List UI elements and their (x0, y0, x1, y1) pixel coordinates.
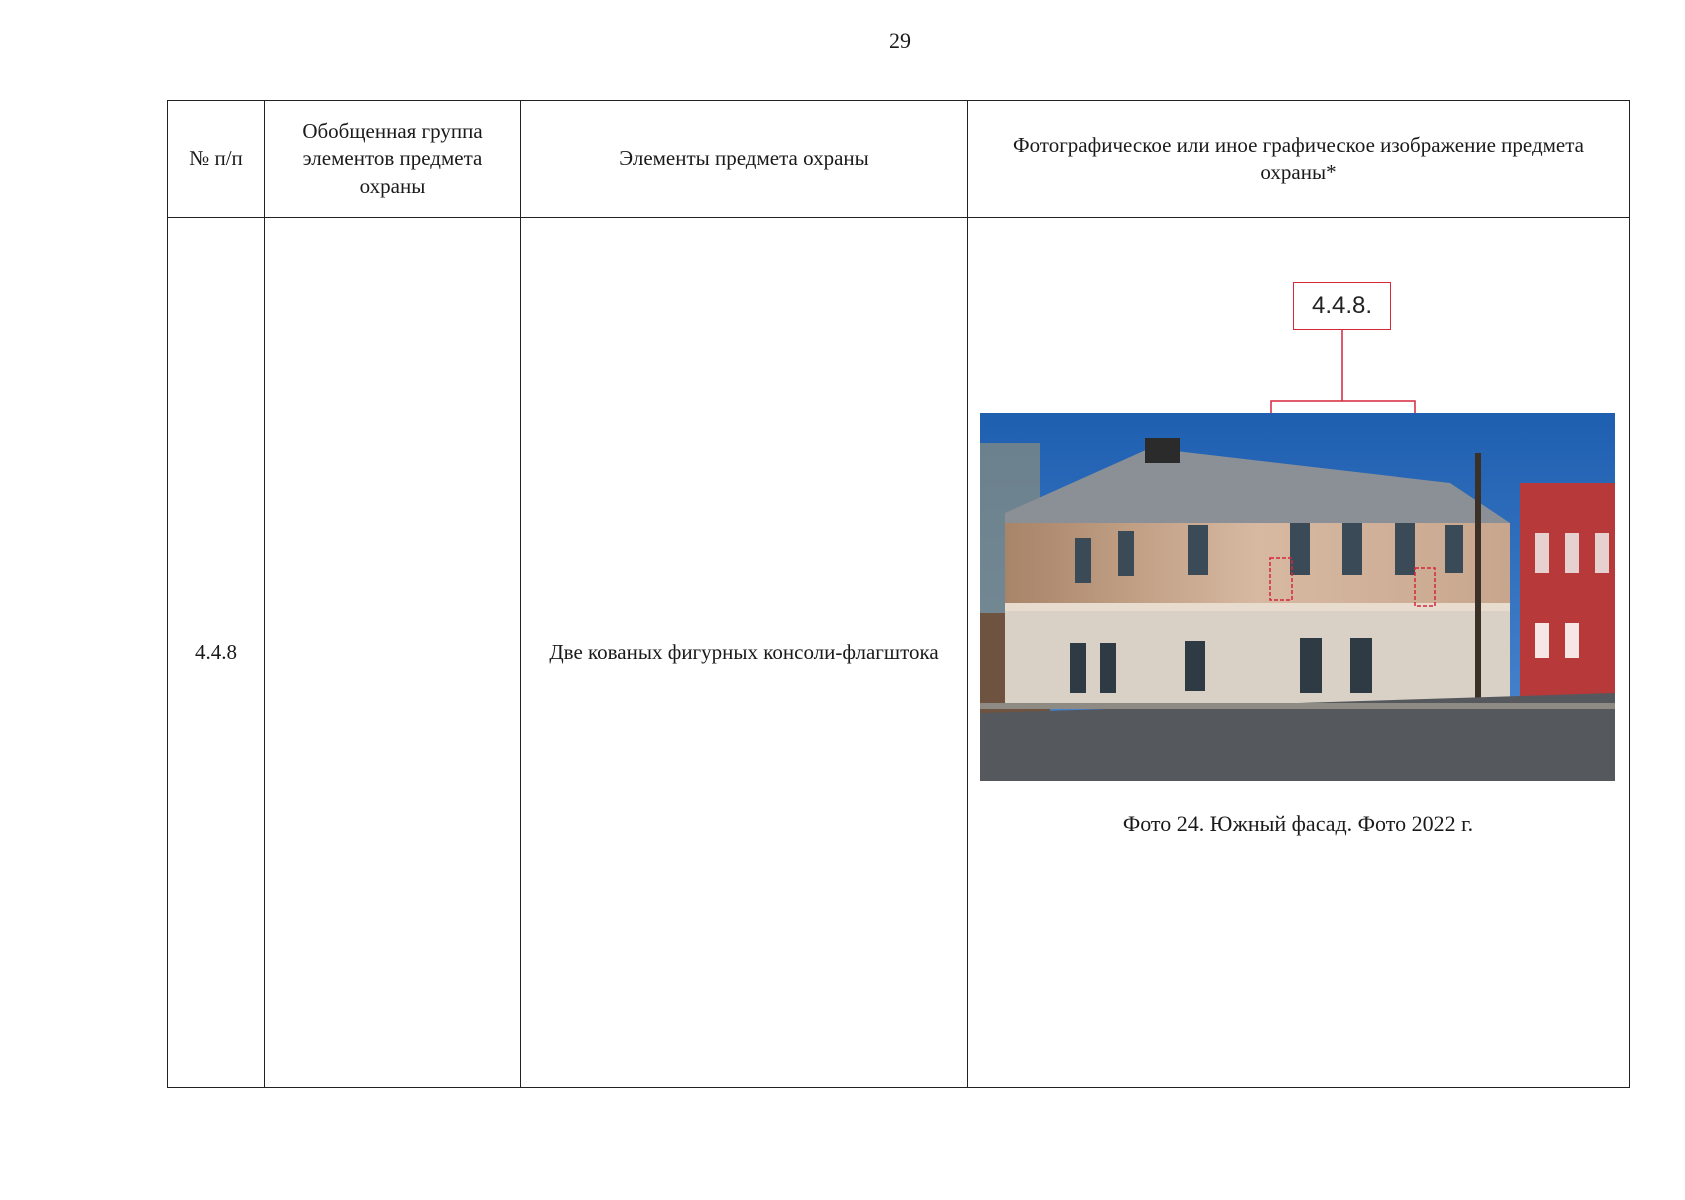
protection-table (167, 100, 1630, 1088)
photo-caption: Фото 24. Южный фасад. Фото 2022 г. (1122, 811, 1474, 836)
header-group: Обобщенная группа элементов предмета охраны (265, 101, 521, 218)
cell-group (265, 218, 521, 1088)
table-header-row (168, 101, 1630, 218)
cell-num: 4.4.8 (168, 218, 265, 1088)
header-image: Фотографическое или иное графическое изображение предмета охраны* (968, 101, 1630, 218)
annotation-label: 4.4.8. (1293, 282, 1391, 330)
cell-elements: Две кованых фигурных консоли-флагштока (521, 218, 968, 1088)
photo-container (968, 218, 1628, 1087)
page-number: 29 (889, 28, 911, 53)
header-elements: Элементы предмета охраны (521, 101, 968, 218)
cell-image (968, 218, 1630, 1088)
header-num: № п/п (168, 101, 265, 218)
building-facade-photo-icon (980, 413, 1615, 781)
table-row (168, 218, 1630, 1088)
